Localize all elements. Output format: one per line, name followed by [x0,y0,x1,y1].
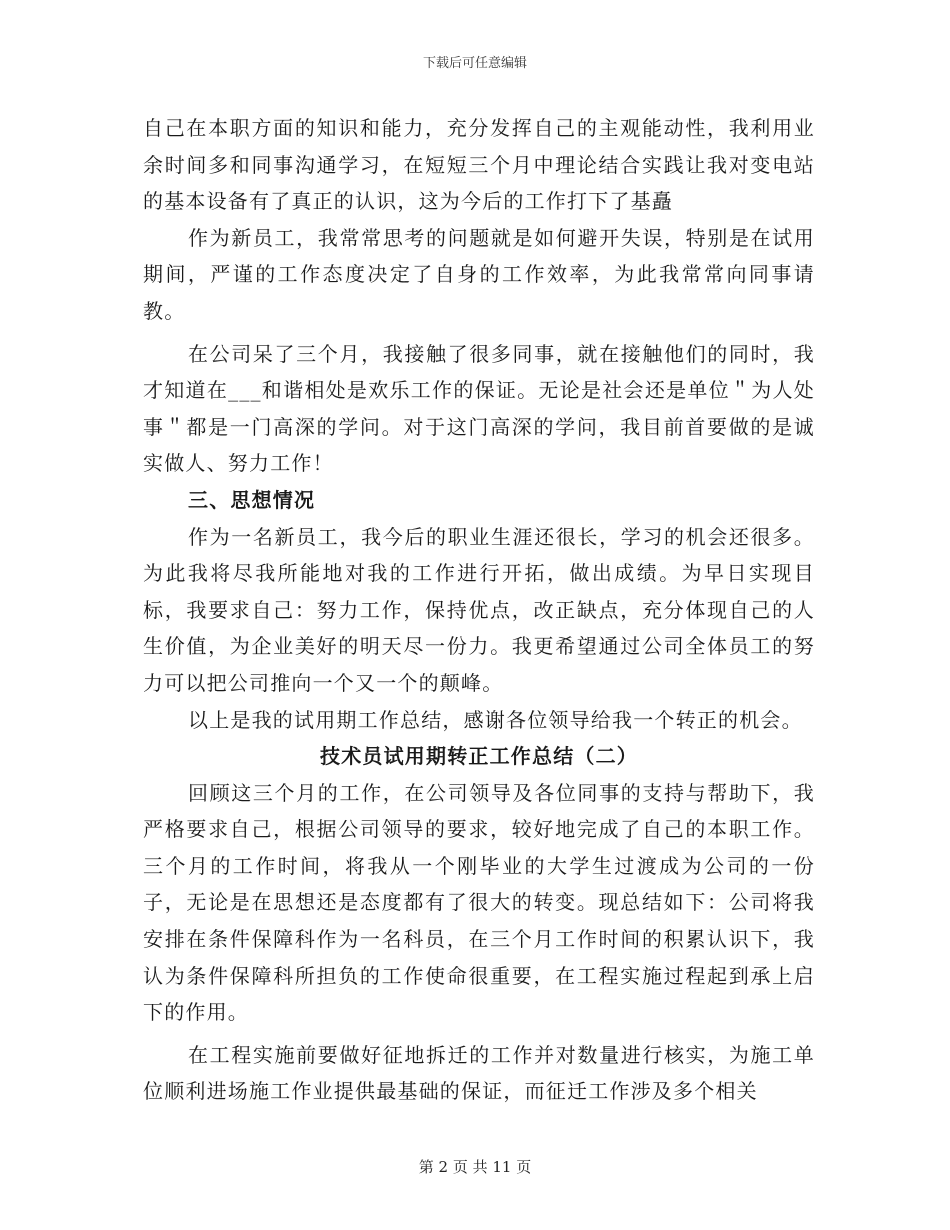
paragraph-4: 作为一名新员工，我今后的职业生涯还很长，学习的机会还很多。为此我将尽我所能地对我的工作进行开拓，做出成绩。为早日实现目标，我要求自己：努力工作，保持优点，改正缺点，充分体现自己的人生价值，为企业美好的明天尽一份力。我更希望通过公司全体员工的努力可以把公司推向一个又一个的颠峰。 [143,524,815,695]
document-body [143,110,815,1110]
paragraph-2: 作为新员工，我常常思考的问题就是如何避开失误，特别是在试用期间，严谨的工作态度决定了自身的工作效率，为此我常常向同事请教。 [143,225,815,323]
document-title-2: 技术员试用期转正工作总结（二） [320,744,638,769]
page-footer: 第 2 页 共 11 页 [418,1158,532,1176]
paragraph-3: 在公司呆了三个月，我接触了很多同事，就在接触他们的同时，我才知道在___和谐相处是欢乐工作的保证。无论是社会还是单位＂为人处事＂都是一门高深的学问。对于这门高深的学问，我目前首要做的是诚实做人、努力工作！ [143,341,815,476]
section-heading-thoughts: 三、思想情况 [188,487,316,512]
page-header: 下载后可任意编辑 [422,56,527,71]
paragraph-5: 以上是我的试用期工作总结，感谢各位领导给我一个转正的机会。 [188,707,803,732]
paragraph-6: 回顾这三个月的工作，在公司领导及各位同事的支持与帮助下，我严格要求自己，根据公司领导的要求，较好地完成了自己的本职工作。三个月的工作时间，将我从一个刚毕业的大学生过渡成为公司的一份子，无论是在思想还是态度都有了很大的转变。现总结如下：公司将我安排在条件保障科作为一名科员，在三个月工作时间的积累认识下，我认为条件保障科所担负的工作使命很重要，在工程实施过程起到承上启下的作用。 [143,780,815,1025]
paragraph-7: 在工程实施前要做好征地拆迁的工作并对数量进行核实，为施工单位顺利进场施工作业提供最基础的保证，而征迁工作涉及多个相关 [143,1042,815,1104]
paragraph-1: 自己在本职方面的知识和能力，充分发挥自己的主观能动性，我利用业余时间多和同事沟通学习，在短短三个月中理论结合实践让我对变电站的基本设备有了真正的认识，这为今后的工作打下了基矗 [143,116,815,214]
